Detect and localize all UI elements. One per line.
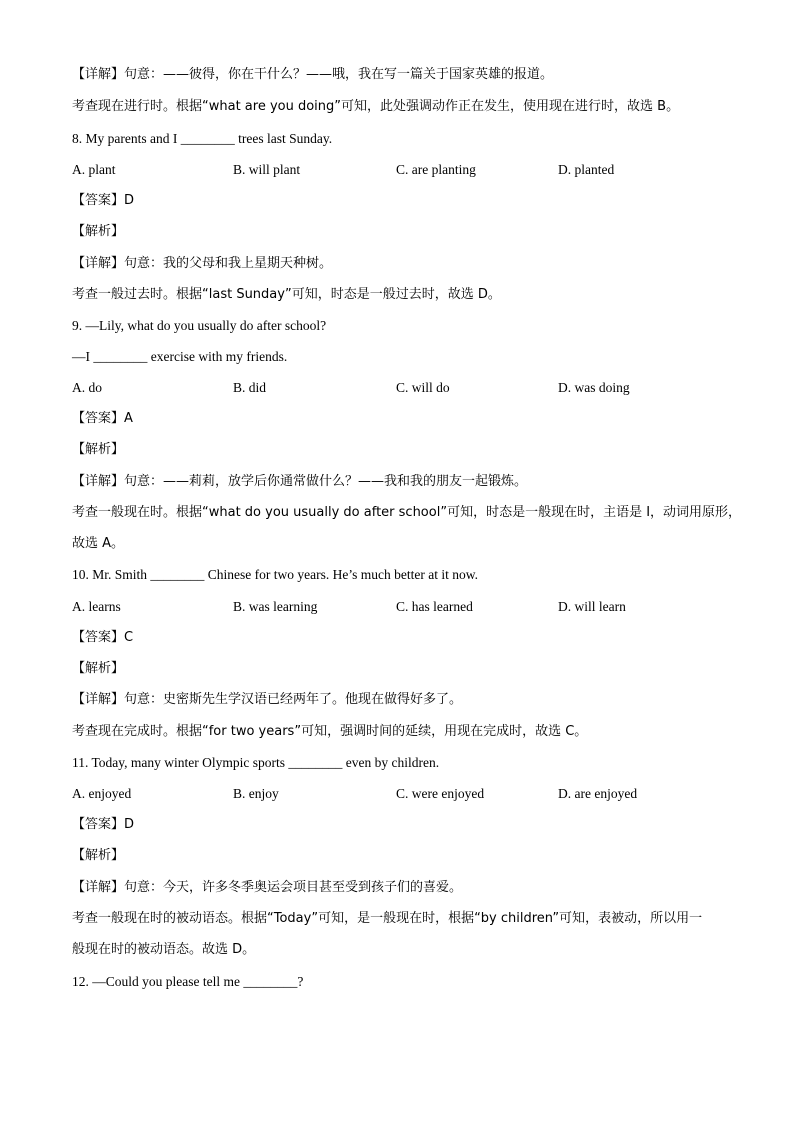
question-9: 9. —Lily, what do you usually do after school?: [72, 318, 327, 333]
explanation-line: 【详解】句意：——莉莉，放学后你通常做什么？——我和我的朋友一起锻炼。: [72, 474, 528, 489]
question-8: 8. My parents and I ________ trees last Sunday.: [72, 131, 333, 146]
option-c: C. will do: [396, 380, 450, 395]
explanation-line: 【详解】句意：我的父母和我上星期天种树。: [72, 256, 333, 271]
answer-label: 【答案】A: [72, 411, 133, 426]
answer-label: 【答案】C: [72, 630, 134, 645]
option-b: B. did: [233, 380, 267, 395]
explanation-line: 考查现在进行时。根据“what are you doing”可知，此处强调动作正在发生，使用现在进行时，故选 B。: [72, 99, 680, 114]
option-b: B. was learning: [233, 599, 318, 614]
explanation-line: 故选 A。: [72, 536, 125, 551]
analysis-label: 【解析】: [72, 442, 125, 457]
option-c: C. were enjoyed: [396, 786, 485, 801]
option-a: A. plant: [72, 162, 116, 177]
option-c: C. are planting: [396, 162, 476, 177]
analysis-label: 【解析】: [72, 661, 125, 676]
explanation-line: 般现在时的被动语态。故选 D。: [72, 942, 256, 957]
explanation-line: 考查一般现在时的被动语态。根据“Today”可知，是一般现在时，根据“by children”可知，表被动，所以用一: [72, 911, 703, 926]
question-10: 10. Mr. Smith ________ Chinese for two years. He’s much better at it now.: [72, 567, 478, 582]
explanation-line: 考查一般过去时。根据“last Sunday”可知，时态是一般过去时，故选 D。: [72, 287, 501, 302]
option-d: D. was doing: [558, 380, 630, 395]
explanation-line: 考查现在完成时。根据“for two years”可知，强调时间的延续，用现在完成时，故选 C。: [72, 724, 588, 739]
explanation-line: 【详解】句意：——彼得，你在干什么？——哦，我在写一篇关于国家英雄的报道。: [72, 67, 554, 82]
explanation-line: 【详解】句意：史密斯先生学汉语已经两年了。他现在做得好多了。: [72, 692, 463, 707]
option-d: D. will learn: [558, 599, 626, 614]
answer-label: 【答案】D: [72, 817, 135, 832]
option-a: A. enjoyed: [72, 786, 132, 801]
question-11: 11. Today, many winter Olympic sports ________ even by children.: [72, 755, 440, 770]
option-a: A. learns: [72, 599, 121, 614]
option-b: B. enjoy: [233, 786, 279, 801]
option-a: A. do: [72, 380, 102, 395]
explanation-line: 考查一般现在时。根据“what do you usually do after school”可知，时态是一般现在时，主语是 I，动词用原形，: [72, 505, 742, 520]
question-9-reply: —I ________ exercise with my friends.: [72, 349, 288, 364]
analysis-label: 【解析】: [72, 224, 125, 239]
analysis-label: 【解析】: [72, 848, 125, 863]
option-b: B. will plant: [233, 162, 301, 177]
option-d: D. planted: [558, 162, 615, 177]
question-12: 12. —Could you please tell me ________?: [72, 974, 304, 989]
option-d: D. are enjoyed: [558, 786, 638, 801]
answer-label: 【答案】D: [72, 193, 135, 208]
option-c: C. has learned: [396, 599, 473, 614]
explanation-line: 【详解】句意：今天，许多冬季奥运会项目甚至受到孩子们的喜爱。: [72, 880, 463, 895]
